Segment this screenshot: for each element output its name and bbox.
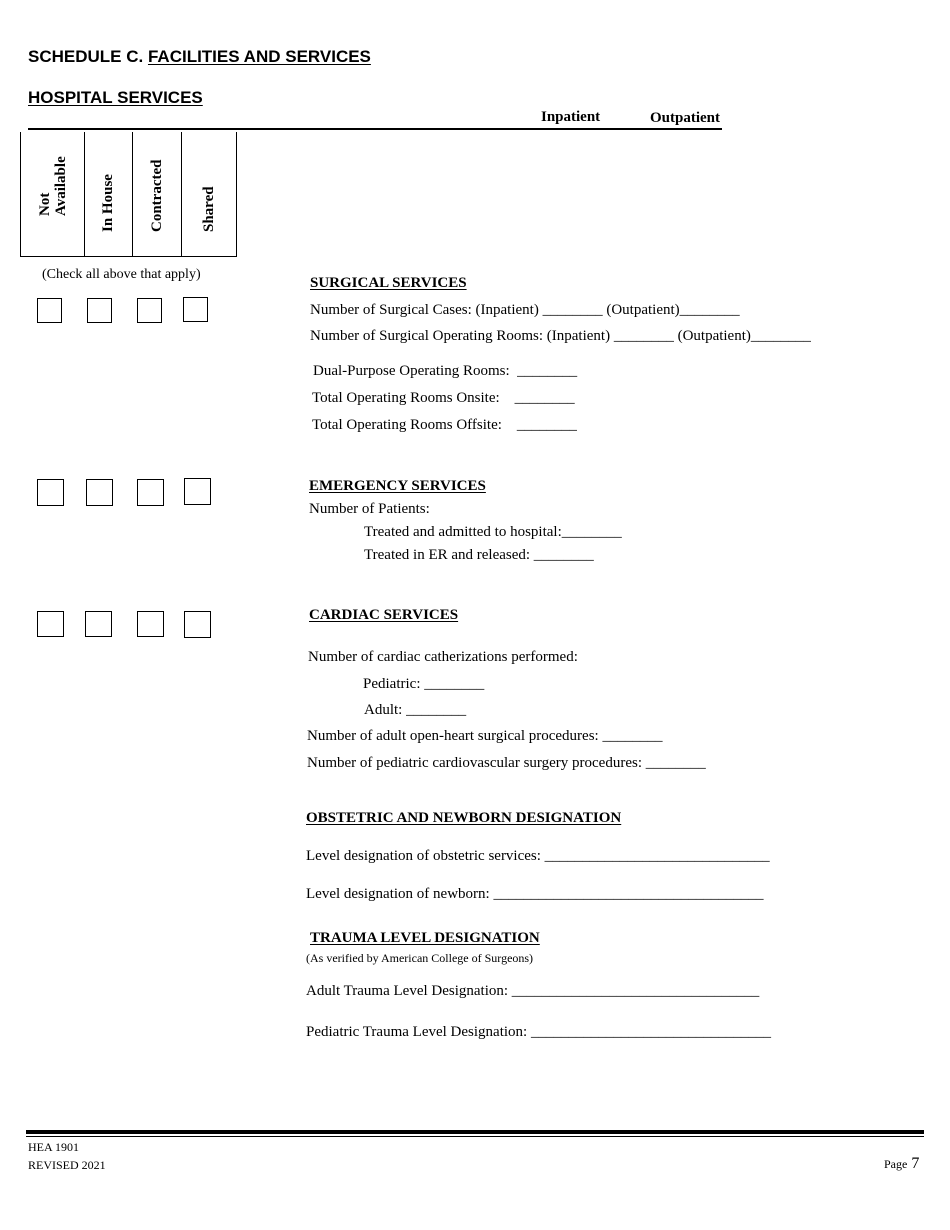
page-label: Page [884,1157,908,1171]
dual-purpose-rooms-field[interactable]: Dual-Purpose Operating Rooms: ________ [313,363,578,379]
schedule-name: FACILITIES AND SERVICES [147,47,371,66]
cardiac-in-house-checkbox[interactable] [85,611,112,637]
schedule-prefix: SCHEDULE C. [28,47,144,66]
released-field[interactable]: Treated in ER and released: ________ [364,547,594,563]
obstetric-title: OBSTETRIC AND NEWBORN DESIGNATION [306,810,622,826]
page-number: 7 [911,1155,920,1172]
header-rule [28,128,722,130]
emergency-patients-label: Number of Patients: [309,501,430,517]
footer-rule-thin [26,1136,924,1137]
header-not-available-label: Not Available [36,156,69,216]
emergency-not-available-checkbox[interactable] [37,479,64,506]
emergency-shared-checkbox[interactable] [184,478,211,505]
header-in-house [83,132,133,257]
header-in-house-label: In House [99,174,116,232]
admitted-field[interactable]: Treated and admitted to hospital:________ [364,524,622,540]
section-title: HOSPITAL SERVICES [28,88,203,107]
cardiac-not-available-checkbox[interactable] [37,611,64,637]
outpatient-header: Outpatient [650,110,721,126]
schedule-title [28,47,371,67]
surgical-shared-checkbox[interactable] [183,297,208,322]
inpatient-header: Inpatient [541,109,601,125]
header-shared-label: Shared [200,186,217,232]
obstetric-level-field[interactable]: Level designation of obstetric services: ______________________________ [306,848,770,864]
rooms-onsite-field[interactable]: Total Operating Rooms Onsite: ________ [312,390,575,406]
emergency-in-house-checkbox[interactable] [86,479,113,506]
surgical-cases-field[interactable]: Number of Surgical Cases: (Inpatient) ________ (Outpatient)________ [310,302,740,318]
cardiac-caths-label: Number of cardiac catherizations performed: [308,649,578,665]
availability-note: (Check all above that apply) [42,267,201,282]
open-heart-field[interactable]: Number of adult open-heart surgical procedures: ________ [307,728,663,744]
header-contracted [132,132,182,257]
cardiac-contracted-checkbox[interactable] [137,611,164,637]
pediatric-trauma-field[interactable]: Pediatric Trauma Level Designation: ________________________________ [306,1024,771,1040]
surgical-contracted-checkbox[interactable] [137,298,162,323]
trauma-title: TRAUMA LEVEL DESIGNATION [310,930,540,946]
revised-date: REVISED 2021 [28,1158,106,1172]
cardiac-shared-checkbox[interactable] [184,611,211,638]
surgical-services-title: SURGICAL SERVICES [310,275,467,291]
adult-trauma-field[interactable]: Adult Trauma Level Designation: _________________________________ [306,983,760,999]
header-not-available [20,132,85,257]
cardiac-adult-field[interactable]: Adult: ________ [364,702,467,718]
page-indicator [884,1155,919,1173]
cardiac-services-title: CARDIAC SERVICES [309,607,459,623]
cardiac-pediatric-field[interactable]: Pediatric: ________ [363,676,485,692]
emergency-services-title: EMERGENCY SERVICES [309,478,486,494]
rooms-offsite-field[interactable]: Total Operating Rooms Offsite: ________ [312,417,577,433]
emergency-contracted-checkbox[interactable] [137,479,164,506]
header-contracted-label: Contracted [148,159,165,232]
surgical-rooms-field[interactable]: Number of Surgical Operating Rooms: (Inpatient) ________ (Outpatient)________ [310,328,811,344]
newborn-level-field[interactable]: Level designation of newborn: ____________________________________ [306,886,764,902]
pediatric-cv-field[interactable]: Number of pediatric cardiovascular surgery procedures: ________ [307,755,706,771]
trauma-note: (As verified by American College of Surgeons) [306,951,534,965]
header-shared [181,132,237,257]
footer-rule-thick [26,1130,924,1134]
surgical-not-available-checkbox[interactable] [37,298,62,323]
surgical-in-house-checkbox[interactable] [87,298,112,323]
form-number: HEA 1901 [28,1140,79,1154]
